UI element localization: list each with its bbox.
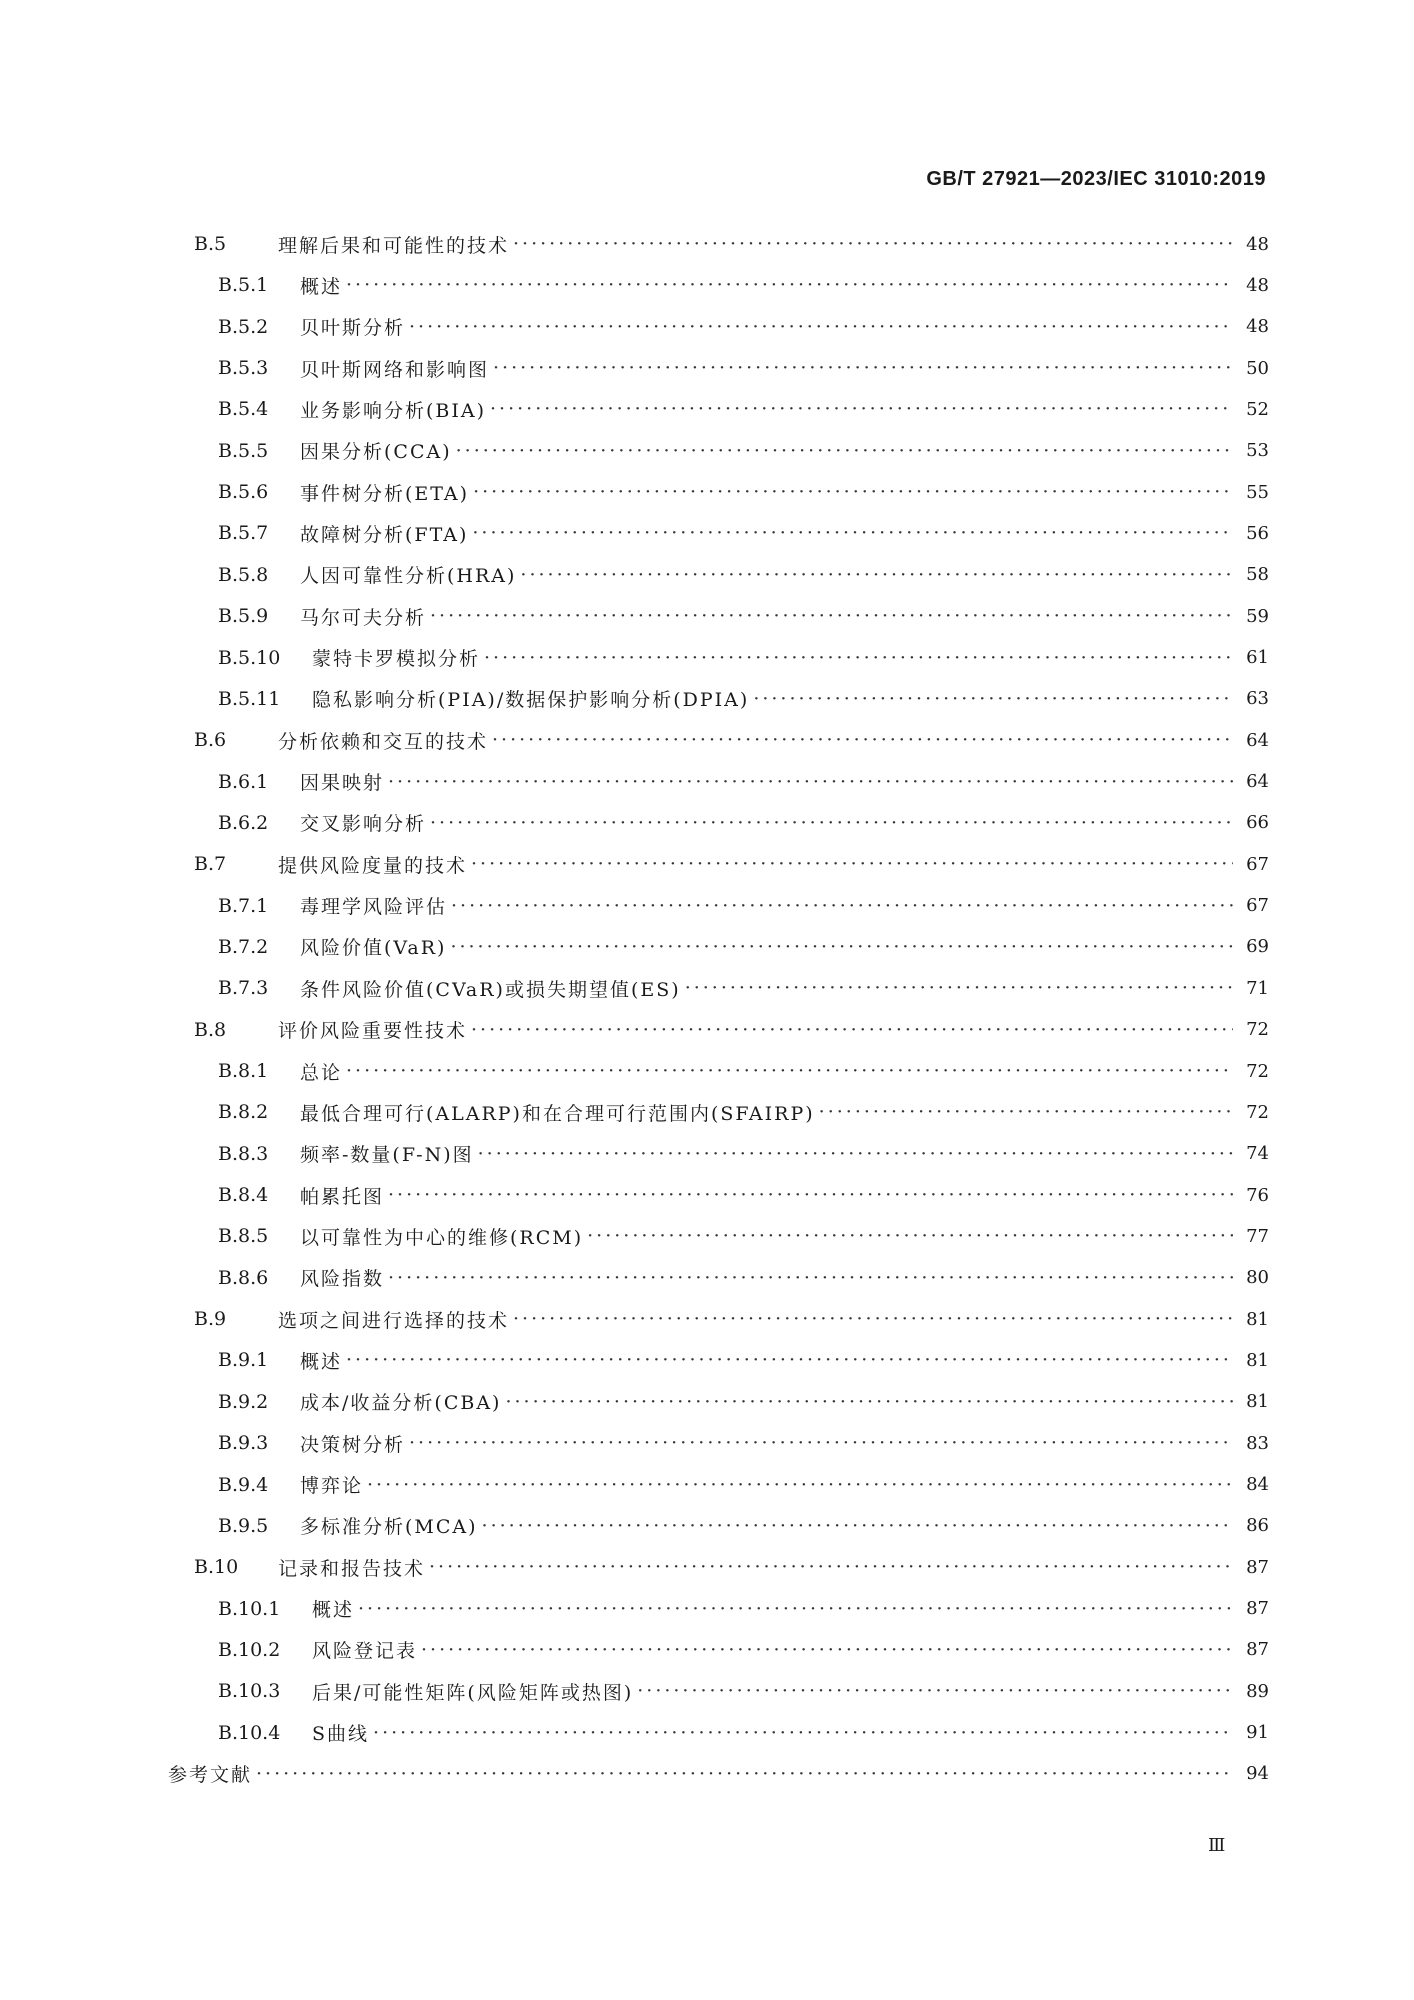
toc-entry-page: 94 [1246, 1763, 1269, 1785]
toc-entry-page: 87 [1246, 1639, 1269, 1661]
toc-entry[interactable] [168, 1759, 1269, 1789]
toc-entry-number: B.10.2 [218, 1638, 281, 1661]
toc-entry[interactable] [218, 601, 1269, 631]
toc-entry-title: 多标准分析(MCA) [300, 1516, 478, 1539]
toc-leader-dots [513, 1308, 1233, 1330]
toc-entry-number: B.8.5 [218, 1225, 269, 1248]
toc-leader-dots [409, 1432, 1233, 1454]
toc-leader-dots [346, 1060, 1233, 1082]
toc-entry-page: 48 [1246, 274, 1269, 296]
toc-entry-page: 71 [1246, 977, 1269, 999]
toc-entry-page: 63 [1246, 688, 1269, 710]
toc-entry[interactable] [218, 1470, 1269, 1500]
toc-leader-dots [484, 647, 1233, 669]
toc-entry[interactable] [194, 1015, 1269, 1045]
toc-entry-title: 提供风险度量的技术 [278, 854, 468, 877]
toc-entry[interactable] [218, 1594, 1269, 1624]
toc-leader-dots [256, 1763, 1233, 1785]
toc-entry-page: 72 [1246, 1019, 1269, 1041]
toc-entry-page: 91 [1246, 1722, 1269, 1744]
toc-entry-page: 53 [1246, 440, 1269, 462]
toc-entry-title: 博弈论 [300, 1475, 364, 1497]
toc-entry-title: 贝叶斯分析 [300, 317, 406, 340]
toc-entry-title: 成本/收益分析(CBA) [300, 1392, 502, 1415]
toc-entry-number: B.6.1 [218, 770, 269, 793]
toc-entry-page: 89 [1246, 1680, 1269, 1702]
toc-leader-dots [373, 1722, 1233, 1744]
toc-leader-dots [471, 1019, 1233, 1041]
toc-leader-dots [451, 895, 1233, 917]
toc-leader-dots [493, 357, 1233, 379]
toc-entry-number: B.5.7 [218, 522, 269, 545]
toc-entry[interactable] [218, 1180, 1269, 1210]
toc-entry-title: 帕累托图 [300, 1185, 385, 1208]
toc-entry[interactable] [218, 477, 1269, 507]
toc-entry-title: 风险登记表 [312, 1640, 418, 1663]
toc-entry-number: B.5.11 [218, 687, 281, 710]
toc-entry-page: 66 [1246, 812, 1269, 834]
toc-entry-number: B.5.3 [218, 357, 269, 380]
toc-entry[interactable] [218, 767, 1269, 797]
toc-entry[interactable] [218, 394, 1269, 424]
toc-entry-number: B.9.1 [218, 1349, 269, 1372]
toc-entry-number: B.8.1 [218, 1060, 269, 1082]
toc-entry-number: B.6 [194, 729, 227, 752]
toc-entry-page: 48 [1246, 233, 1269, 255]
toc-entry[interactable] [218, 1056, 1269, 1086]
toc-leader-dots [685, 977, 1233, 999]
toc-entry-title: 频率-数量(F-N)图 [300, 1144, 474, 1167]
toc-entry-title: 概述 [300, 1350, 343, 1373]
toc-entry-title: 理解后果和可能性的技术 [278, 234, 510, 257]
toc-entry[interactable] [218, 1635, 1269, 1665]
toc-entry-page: 67 [1246, 895, 1269, 917]
toc-entry-number: B.9.5 [218, 1514, 269, 1537]
toc-leader-dots [472, 522, 1233, 544]
toc-entry[interactable] [218, 560, 1269, 590]
toc-entry-number: B.9 [194, 1308, 227, 1331]
toc-entry[interactable] [194, 849, 1269, 879]
toc-entry-title: 分析依赖和交互的技术 [278, 730, 489, 753]
toc-entry-title: 风险指数 [300, 1268, 385, 1291]
toc-entry-page: 48 [1246, 316, 1269, 338]
toc-leader-dots [471, 853, 1233, 875]
toc-entry-number: B.5 [194, 233, 227, 255]
toc-entry-title: 概述 [300, 275, 343, 298]
toc-entry-number: B.9.4 [218, 1473, 269, 1496]
toc-entry-title: 人因可靠性分析(HRA) [300, 565, 517, 588]
toc-leader-dots [490, 398, 1233, 420]
toc-entry[interactable] [218, 312, 1269, 342]
toc-entry-number: B.8.6 [218, 1266, 269, 1289]
toc-entry-page: 72 [1246, 1060, 1269, 1082]
toc-leader-dots [637, 1680, 1233, 1702]
toc-leader-dots [520, 564, 1233, 586]
toc-entry[interactable] [218, 1345, 1269, 1375]
toc-entry-number: B.9.2 [218, 1390, 269, 1413]
toc-entry-page: 67 [1246, 853, 1269, 875]
toc-entry-title: 隐私影响分析(PIA)/数据保护影响分析(DPIA) [312, 689, 750, 712]
toc-entry[interactable] [218, 436, 1269, 466]
toc-leader-dots [473, 481, 1233, 503]
page-number: Ⅲ [1208, 1835, 1226, 1856]
toc-entry[interactable] [218, 808, 1269, 838]
toc-entry-title: 以可靠性为中心的维修(RCM) [300, 1226, 584, 1249]
toc-leader-dots [429, 1556, 1233, 1578]
toc-entry-number: B.10.1 [218, 1597, 281, 1620]
toc-entry-number: B.7.1 [218, 894, 269, 917]
toc-leader-dots [367, 1474, 1233, 1496]
toc-entry-page: 59 [1246, 605, 1269, 627]
toc-entry[interactable] [194, 229, 1269, 259]
toc-entry[interactable] [194, 1552, 1269, 1582]
toc-entry-page: 69 [1246, 936, 1269, 958]
toc-leader-dots [587, 1225, 1233, 1247]
toc-entry-title: 最低合理可行(ALARP)和在合理可行范围内(SFAIRP) [300, 1102, 815, 1125]
toc-entry-title: 事件树分析(ETA) [300, 482, 470, 505]
toc-entry-page: 83 [1246, 1432, 1269, 1454]
toc-entry-page: 58 [1246, 564, 1269, 586]
toc-leader-dots [478, 1143, 1233, 1165]
toc-leader-dots [513, 233, 1233, 255]
toc-entry-number: B.8.4 [218, 1184, 269, 1207]
toc-entry-page: 61 [1246, 647, 1269, 668]
toc-entry-number: B.6.2 [218, 811, 269, 834]
toc-entry[interactable] [218, 1221, 1269, 1251]
toc-entry-page: 55 [1246, 481, 1269, 503]
toc-entry-title: 条件风险价值(CVaR)或损失期望值(ES) [300, 978, 681, 1001]
toc-entry-page: 52 [1246, 398, 1269, 420]
toc-entry-page: 84 [1246, 1474, 1269, 1495]
toc-entry-page: 86 [1246, 1515, 1269, 1537]
toc-entry-title: 因果映射 [300, 772, 385, 795]
toc-entry-page: 64 [1246, 771, 1269, 793]
toc-entry[interactable] [218, 1097, 1269, 1127]
toc-leader-dots [421, 1639, 1233, 1661]
toc-leader-dots [492, 729, 1233, 751]
toc-leader-dots [358, 1598, 1233, 1620]
toc-entry-page: 74 [1246, 1143, 1269, 1165]
toc-entry[interactable] [218, 518, 1269, 548]
toc-entry-number: B.10.4 [218, 1721, 281, 1744]
toc-entry-number: B.10 [194, 1556, 239, 1579]
toc-entry-page: 76 [1246, 1184, 1269, 1206]
toc-entry-title: 业务影响分析(BIA) [300, 399, 487, 422]
toc-entry[interactable] [218, 643, 1269, 673]
toc-entry[interactable] [218, 1263, 1269, 1293]
toc-leader-dots [388, 771, 1233, 793]
toc-entry-title: 交叉影响分析 [300, 813, 427, 836]
toc-entry-page: 87 [1246, 1598, 1269, 1620]
toc-entry-title: S曲线 [312, 1723, 370, 1746]
toc-entry[interactable] [194, 1304, 1269, 1334]
toc-entry-number: B.7.2 [218, 935, 269, 958]
toc-entry[interactable] [218, 1428, 1269, 1458]
toc-entry-title: 评价风险重要性技术 [278, 1020, 468, 1043]
toc-entry-number: B.5.10 [218, 646, 281, 669]
toc-entry[interactable] [218, 1387, 1269, 1417]
toc-entry-number: B.7 [194, 853, 227, 876]
toc-entry-number: B.5.8 [218, 563, 269, 586]
toc-entry-page: 56 [1246, 522, 1269, 544]
toc-entry-number: B.10.3 [218, 1680, 281, 1703]
toc-entry-title: 马尔可夫分析 [300, 606, 427, 629]
toc-entry[interactable] [218, 973, 1269, 1003]
toc-entry-page: 50 [1246, 357, 1269, 379]
toc-entry-title: 参考文献 [168, 1764, 253, 1787]
toc-entry-title: 总论 [300, 1061, 343, 1084]
toc-entry-page: 64 [1246, 729, 1269, 751]
toc-leader-dots [456, 440, 1233, 462]
toc-entry-page: 77 [1246, 1225, 1269, 1247]
toc-entry-title: 记录和报告技术 [278, 1557, 426, 1580]
toc-leader-dots [430, 605, 1233, 627]
toc-leader-dots [409, 316, 1233, 338]
toc-entry-number: B.5.5 [218, 439, 269, 462]
toc-entry-number: B.9.3 [218, 1432, 269, 1455]
toc-leader-dots [482, 1515, 1233, 1537]
toc-entry-number: B.5.9 [218, 605, 269, 628]
toc-entry-number: B.8.2 [218, 1101, 269, 1124]
toc-entry-number: B.8 [194, 1018, 227, 1041]
toc-entry[interactable] [218, 1139, 1269, 1169]
toc-entry-title: 毒理学风险评估 [300, 896, 448, 919]
toc-entry-title: 后果/可能性矩阵(风险矩阵或热图) [312, 1681, 634, 1704]
toc-leader-dots [450, 936, 1233, 958]
toc-leader-dots [505, 1391, 1233, 1413]
toc-entry-title: 贝叶斯网络和影响图 [300, 358, 490, 381]
toc-entry[interactable] [218, 932, 1269, 962]
toc-entry-title: 故障树分析(FTA) [300, 523, 469, 546]
toc-entry-page: 80 [1246, 1267, 1269, 1289]
toc-entry[interactable] [218, 270, 1269, 300]
toc-entry-title: 决策树分析 [300, 1433, 406, 1456]
toc-entry[interactable] [218, 684, 1269, 714]
toc-entry-number: B.5.4 [218, 398, 269, 421]
toc-entry-number: B.8.3 [218, 1142, 269, 1165]
toc-leader-dots [819, 1101, 1233, 1123]
toc-entry[interactable] [218, 1676, 1269, 1706]
toc-entry-page: 87 [1246, 1556, 1269, 1578]
toc-entry-title: 风险价值(VaR) [300, 937, 447, 960]
toc-entry-page: 81 [1246, 1349, 1269, 1371]
standard-code: GB/T 27921—2023/IEC 31010:2019 [926, 168, 1266, 190]
toc-entry-page: 72 [1246, 1101, 1269, 1123]
toc-entry-title: 选项之间进行选择的技术 [278, 1309, 510, 1332]
toc-entry[interactable] [218, 891, 1269, 921]
toc-entry[interactable] [218, 353, 1269, 383]
toc-leader-dots [388, 1267, 1233, 1289]
toc-entry-number: B.5.2 [218, 315, 269, 338]
toc-entry-title: 概述 [312, 1599, 355, 1622]
toc-leader-dots [753, 688, 1233, 710]
toc-entry-page: 81 [1246, 1308, 1269, 1330]
toc-entry-number: B.5.1 [218, 274, 269, 297]
toc-entry[interactable] [218, 1511, 1269, 1541]
toc-entry-title: 蒙特卡罗模拟分析 [312, 648, 481, 670]
toc-entry-number: B.5.6 [218, 481, 269, 504]
toc-entry-title: 因果分析(CCA) [300, 441, 452, 464]
toc-entry[interactable] [194, 725, 1269, 755]
toc-leader-dots [430, 812, 1233, 834]
toc-leader-dots [388, 1184, 1233, 1206]
toc-leader-dots [346, 1349, 1233, 1371]
toc-leader-dots [346, 274, 1233, 296]
toc-entry-number: B.7.3 [218, 977, 269, 1000]
toc-entry[interactable] [218, 1718, 1269, 1748]
toc-entry-page: 81 [1246, 1391, 1269, 1413]
